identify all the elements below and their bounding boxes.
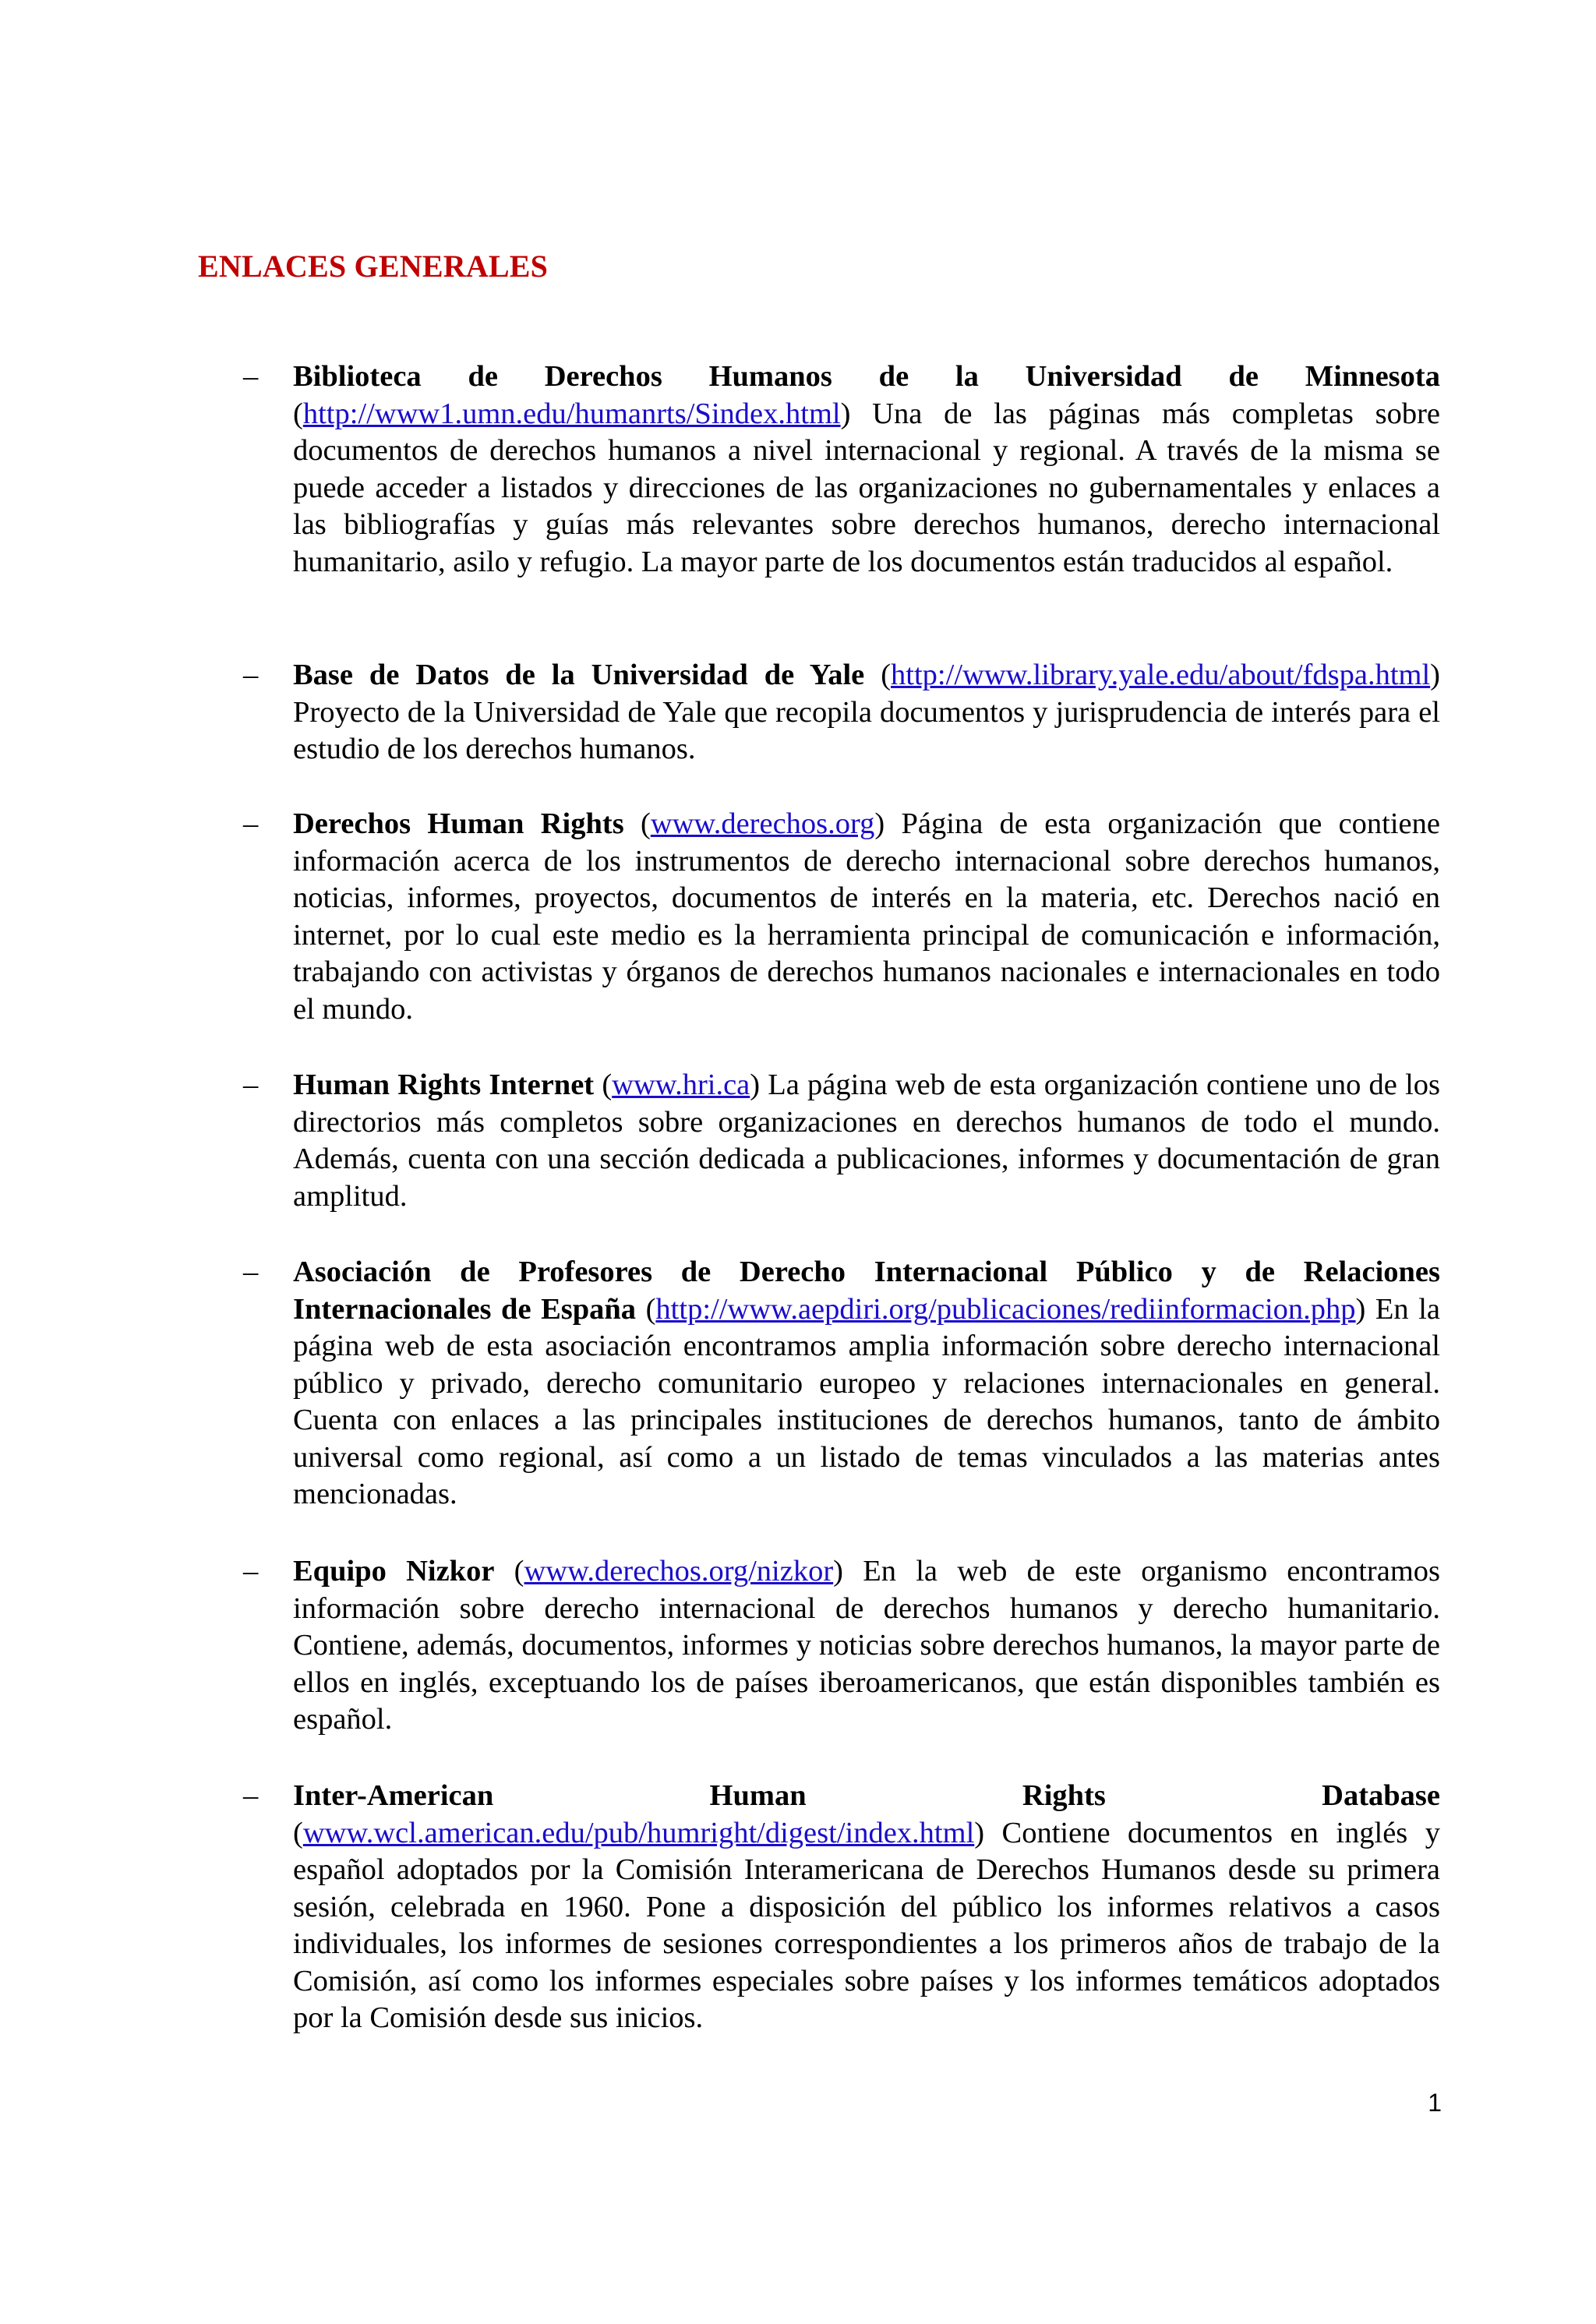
bullet-dash: –: [243, 1256, 259, 1288]
entry-description: Página de esta organización que contiene información acerca de los instrumentos de derecho internacional sobre derechos humanos, noticias, informes, proyectos, documentos de interés en la materia, etc. Derechos nació en internet, por lo cual este medio es la herramienta principal de comunicación e información, trabajando con activistas y órganos de derechos humanos nacionales e internacionales en todo el mundo.: [293, 807, 1440, 1026]
close-paren: ): [874, 807, 885, 840]
open-paren: (: [636, 1292, 656, 1326]
close-paren: ): [1430, 659, 1440, 691]
bullet-dash: –: [243, 1068, 259, 1101]
list-item: [243, 358, 1440, 581]
entry-title: Biblioteca de Derechos Humanos de la Universidad de Minnesota: [293, 360, 1440, 393]
entry-description: En la web de este organismo encontramos información sobre derecho internacional de derechos humanos y derecho humanitario. Contiene, además, documentos, informes y noticias sobre derechos humanos, la mayor parte de ellos en inglés, exceptuando los de países iberoamericanos, que están disponibles también es español.: [293, 1555, 1441, 1736]
entry-description: En la página web de esta asociación encontramos amplia información sobre derecho internacional público y privado, derecho comunitario europeo y relaciones internacionales en general. Cuenta con enlaces a las principales instituciones de derechos humanos, tanto de ámbito universal como regional, así como a un listado de temas vinculados a las materias antes mencionadas.: [293, 1292, 1440, 1510]
list-item: [243, 1553, 1441, 1739]
close-paren: ): [1355, 1292, 1366, 1326]
bullet-dash: –: [243, 360, 259, 393]
entry-link[interactable]: http://www.aepdiri.org/publicaciones/rediinformacion.php: [655, 1292, 1356, 1326]
entry-title: Equipo Nizkor: [293, 1555, 495, 1588]
bullet-dash: –: [243, 1555, 259, 1588]
open-paren: (: [594, 1068, 613, 1101]
entry-title: Asociación de Profesores de Derecho Internacional Público y de Relaciones Internacionales de España: [293, 1256, 1440, 1326]
open-paren: (: [494, 1555, 524, 1588]
entry-link[interactable]: www.hri.ca: [612, 1068, 750, 1101]
bullet-dash: –: [243, 807, 259, 840]
entry-description: La página web de esta organización contiene uno de los directorios más completos sobre organizaciones en derechos humanos de todo el mundo. Además, cuenta con una sección dedicada a publicaciones, informes y documentación de gran amplitud.: [293, 1068, 1441, 1213]
entry-description: Una de las páginas más completas sobre documentos de derechos humanos a nivel internacional y regional. A través de la misma se puede acceder a listados y direcciones de las organizaciones no gubernamentales y enlaces a las bibliografías y guías más relevantes sobre derechos humanos, derecho internacional humanitario, asilo y refugio. La mayor parte de los documentos están traducidos al español.: [293, 397, 1440, 578]
open-paren: (: [864, 659, 892, 691]
open-paren: (: [293, 397, 303, 430]
list-item: [243, 806, 1440, 1028]
open-paren: (: [623, 807, 651, 840]
list-item: [243, 1067, 1441, 1215]
close-paren: ): [840, 397, 851, 430]
bullet-dash: –: [243, 1779, 259, 1812]
section-heading: ENLACES GENERALES: [198, 249, 549, 284]
entry-link[interactable]: www.derechos.org/nizkor: [524, 1555, 834, 1588]
close-paren: ): [750, 1068, 761, 1101]
entry-title: Base de Datos de la Universidad de Yale: [293, 659, 865, 691]
entry-title: Human Rights Internet: [293, 1068, 595, 1101]
list-item: [243, 657, 1440, 768]
list-item: [243, 1778, 1440, 2037]
list-item: [243, 1254, 1440, 1513]
entry-title: Derechos Human Rights: [293, 807, 624, 840]
close-paren: ): [974, 1816, 985, 1849]
entry-link[interactable]: http://www.library.yale.edu/about/fdspa.html: [891, 659, 1431, 691]
page-number: 1: [1428, 2089, 1442, 2117]
bullet-dash: –: [243, 659, 259, 691]
entry-description: Contiene documentos en inglés y español adoptados por la Comisión Interamericana de Derechos Humanos desde su primera sesión, celebrada en 1960. Pone a disposición del público los informes relativos a casos individuales, los informes de sesiones correspondientes a los primeros años de trabajo de la Comisión, así como los informes especiales sobre países y los informes temáticos adoptados por la Comisión desde sus inicios.: [293, 1816, 1440, 2034]
entry-link[interactable]: www.wcl.american.edu/pub/humright/digest/index.html: [302, 1816, 975, 1849]
entry-link[interactable]: http://www1.umn.edu/humanrts/Sindex.html: [302, 397, 841, 430]
entry-description: Proyecto de la Universidad de Yale que recopila documentos y jurisprudencia de interés para el estudio de los derechos humanos.: [293, 695, 1440, 765]
close-paren: ): [833, 1555, 843, 1588]
entry-link[interactable]: www.derechos.org: [650, 807, 875, 840]
entry-title: Inter-American Human Rights Database: [293, 1779, 1440, 1812]
open-paren: (: [293, 1816, 303, 1849]
